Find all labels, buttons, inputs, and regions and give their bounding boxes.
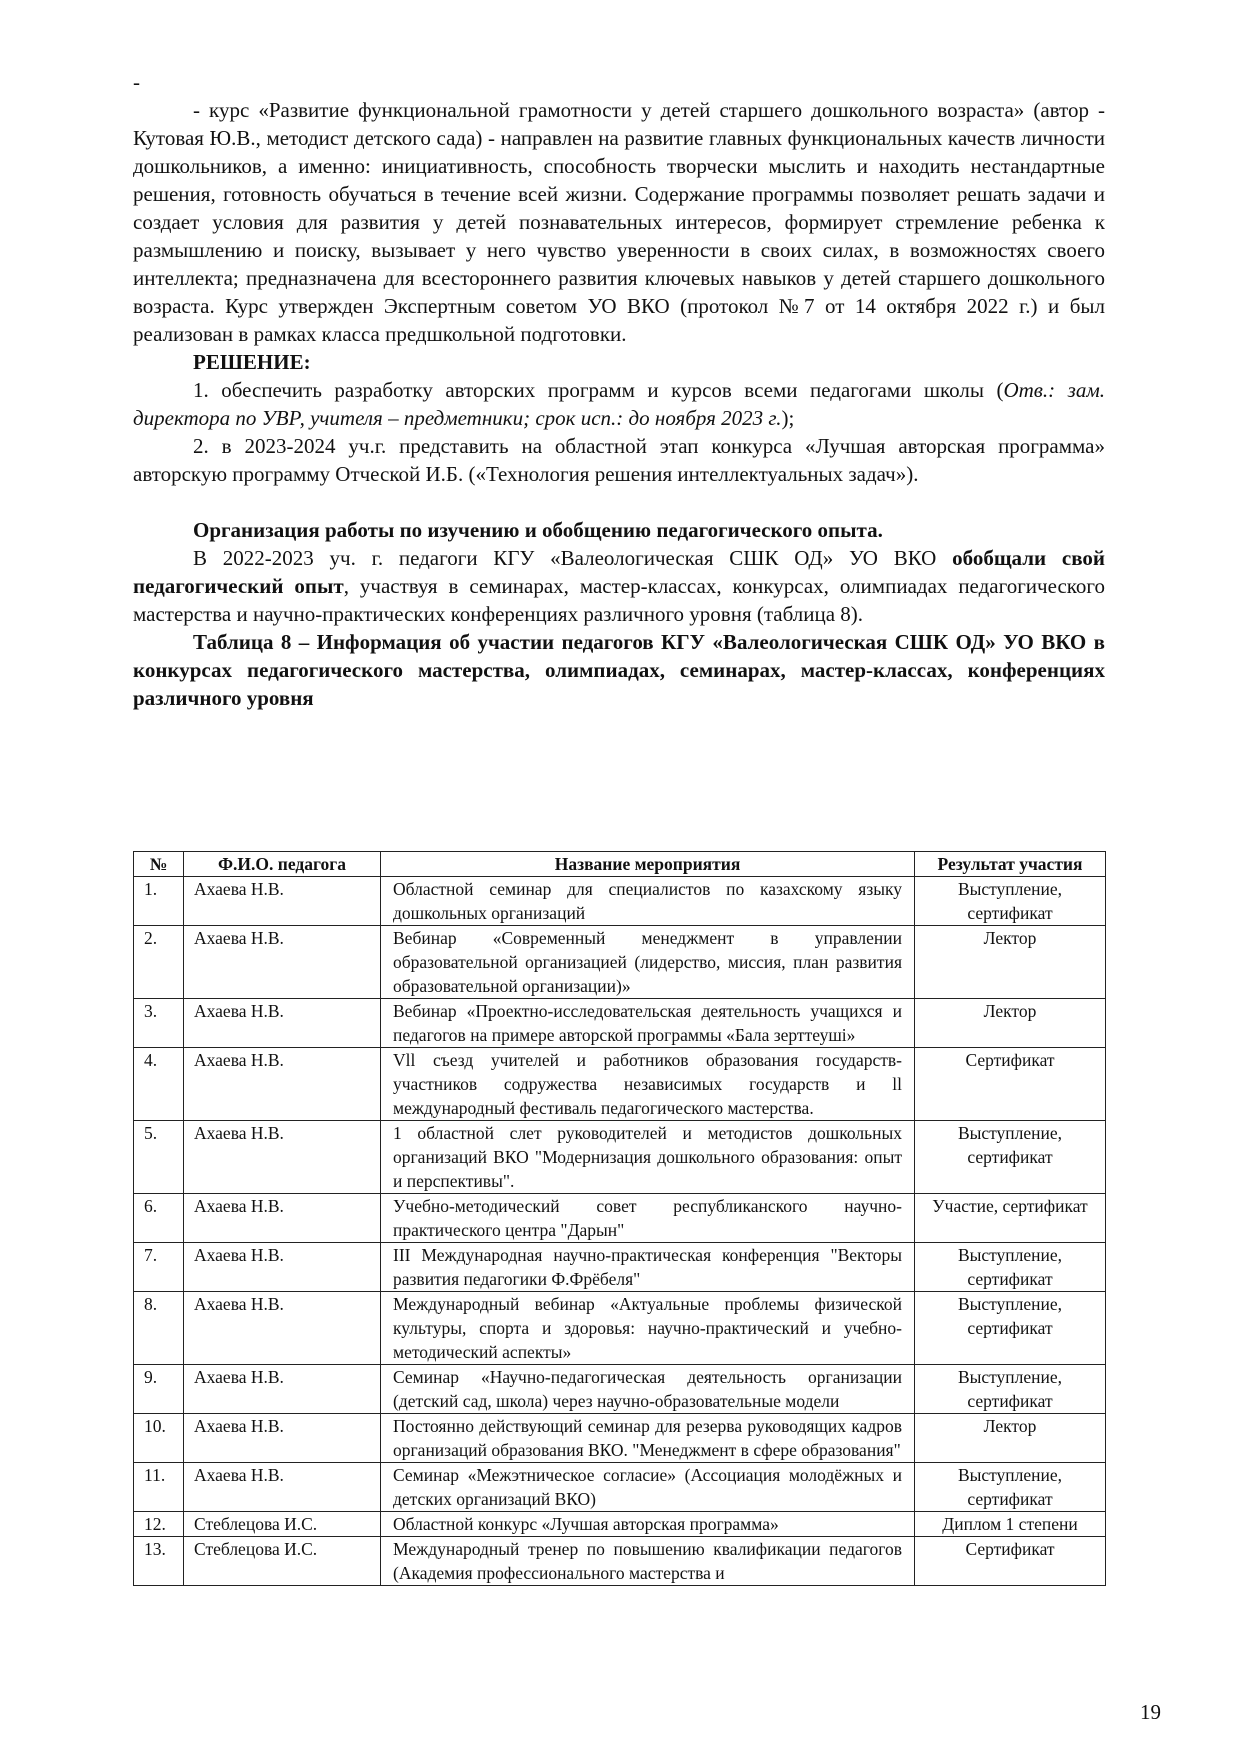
row-teacher: Ахаева Н.В. [184,1414,381,1463]
header-number: № [134,852,184,877]
row-teacher: Ахаева Н.В. [184,1365,381,1414]
row-number: 12. [134,1512,184,1537]
row-teacher: Ахаева Н.В. [184,1292,381,1365]
row-event: Постоянно действующий семинар для резерва руководящих кадров организаций образования ВКО. "Менеджмент в сфере образования" [381,1414,915,1463]
row-result: Лектор [915,926,1106,999]
resolution-item-2: 2. в 2023-2024 уч.г. представить на областной этап конкурса «Лучшая авторская программа» авторскую программу Отческой И.Б. («Технология решения интеллектуальных задач»). [133,434,1105,486]
row-number: 5. [134,1121,184,1194]
row-event: Семинар «Межэтническое согласие» (Ассоциация молодёжных и детских организаций ВКО) [381,1463,915,1512]
row-teacher: Ахаева Н.В. [184,1194,381,1243]
row-number: 2. [134,926,184,999]
table-row [134,1365,1106,1414]
table-row [134,1121,1106,1194]
row-number: 9. [134,1365,184,1414]
row-result: Участие, сертификат [915,1194,1106,1243]
row-number: 7. [134,1243,184,1292]
table-row [134,1194,1106,1243]
row-teacher: Ахаева Н.В. [184,1463,381,1512]
participation-table [133,851,1106,1586]
resolution-item-1-end: ); [781,406,795,430]
row-event: Учебно-методический совет республиканского научно-практического центра "Дарын" [381,1194,915,1243]
row-event: 1 областной слет руководителей и методистов дошкольных организаций ВКО "Модернизация дошкольного образования: опыт и перспективы". [381,1121,915,1194]
row-event: Областной семинар для специалистов по казахскому языку дошкольных организаций [381,877,915,926]
row-teacher: Ахаева Н.В. [184,926,381,999]
row-number: 1. [134,877,184,926]
row-result: Сертификат [915,1048,1106,1121]
row-teacher: Ахаева Н.В. [184,1048,381,1121]
row-result: Выступление, сертификат [915,877,1106,926]
row-result: Лектор [915,999,1106,1048]
row-teacher: Ахаева Н.В. [184,877,381,926]
row-number: 11. [134,1463,184,1512]
row-event: Международный вебинар «Актуальные проблемы физической культуры, спорта и здоровья: научно-практический и учебно-методический аспекты» [381,1292,915,1365]
page-body [133,68,1105,712]
header-teacher: Ф.И.О. педагога [184,852,381,877]
row-teacher: Ахаева Н.В. [184,999,381,1048]
row-number: 4. [134,1048,184,1121]
row-teacher: Ахаева Н.В. [184,1243,381,1292]
table-row [134,1512,1106,1537]
row-number: 6. [134,1194,184,1243]
experience-text-b: , участвуя в семинарах, мастер-классах, конкурсах, олимпиадах педагогического мастерства и научно-практических конференциях различного уровня (таблица 8). [133,574,1105,626]
resolution-title: РЕШЕНИЕ: [193,350,311,374]
row-result: Лектор [915,1414,1106,1463]
table-row [134,877,1106,926]
course-paragraph: - курс «Развитие функциональной грамотности у детей старшего дошкольного возраста» (автор - Кутовая Ю.В., методист детского сада) - направлен на развитие главных функциональных качеств личности дошкольников, а именно: инициативность, способность творчески мыслить и находить нестандартные решения, готовность обучаться в течение всей жизни. Содержание программы позволяет решать задачи и создает условия для развития у детей познавательных интересов, формирует стремление ребенка к размышлению и поиску, вызывает у него чувство уверенности в своих силах, в возможностях своего интеллекта; предназначена для всестороннего развития ключевых навыков у детей старшего дошкольного возраста. Курс утвержден Экспертным советом УО ВКО (протокол №7 от 14 октября 2022 г.) и был реализован в рамках класса предшкольной подготовки. [133,98,1105,346]
row-event: Международный тренер по повышению квалификации педагогов (Академия профессионального мастерства и [381,1537,915,1586]
row-result: Выступление, сертификат [915,1463,1106,1512]
row-result: Выступление, сертификат [915,1243,1106,1292]
row-number: 8. [134,1292,184,1365]
experience-bold: обобщали свой педагогический опыт [133,546,1106,598]
row-number: 3. [134,999,184,1048]
row-result: Выступление, сертификат [915,1365,1106,1414]
row-number: 10. [134,1414,184,1463]
table-row [134,1048,1106,1121]
row-teacher: Стеблецова И.С. [184,1537,381,1586]
experience-paragraph [133,544,1105,628]
row-teacher: Ахаева Н.В. [184,1121,381,1194]
row-result: Сертификат [915,1537,1106,1586]
stray-dash: - [133,70,140,94]
table-row [134,1463,1106,1512]
row-event: Vll съезд учителей и работников образования государств-участников содружества независимых государств и ll международный фестиваль педагогического мастерства. [381,1048,915,1121]
table-caption: Таблица 8 – Информация об участии педагогов КГУ «Валеологическая СШК ОД» УО ВКО в конкурсах педагогического мастерства, олимпиадах, семинарах, мастер-классах, конференциях различного уровня [133,630,1105,710]
row-event: Вебинар «Современный менеджмент в управлении образовательной организацией (лидерство, миссия, план развития образовательной организации)» [381,926,915,999]
row-event: III Международная научно-практическая конференция "Векторы развития педагогики Ф.Фрёбеля" [381,1243,915,1292]
row-event: Вебинар «Проектно-исследовательская деятельность учащихся и педагогов на примере авторской программы «Бала зерттеуші» [381,999,915,1048]
resolution-item-1 [133,376,1105,432]
experience-text-a: В 2022-2023 уч. г. педагоги КГУ «Валеологическая СШК ОД» УО ВКО [193,546,953,570]
page-number: 19 [1140,1700,1161,1724]
header-result: Результат участия [915,852,1106,877]
table-row [134,1243,1106,1292]
table-row [134,1414,1106,1463]
resolution-item-1-responsible: Отв.: зам. директора по УВР, учителя – предметники; срок исп.: до ноября 2023 г. [133,378,1105,430]
row-result: Выступление, сертификат [915,1121,1106,1194]
table-header-row [134,852,1106,877]
table-row [134,1292,1106,1365]
row-event: Областной конкурс «Лучшая авторская программа» [381,1512,915,1537]
spacer [133,488,1105,516]
table-row [134,1537,1106,1586]
row-event: Семинар «Научно-педагогическая деятельность организации (детский сад, школа) через научно-образовательные модели [381,1365,915,1414]
table-row [134,999,1106,1048]
row-teacher: Стеблецова И.С. [184,1512,381,1537]
table-row [134,926,1106,999]
row-result: Диплом 1 степени [915,1512,1106,1537]
row-result: Выступление, сертификат [915,1292,1106,1365]
row-number: 13. [134,1537,184,1586]
header-event: Название мероприятия [381,852,915,877]
section-title: Организация работы по изучению и обобщению педагогического опыта. [193,518,883,542]
resolution-item-1-text: 1. обеспечить разработку авторских программ и курсов всеми педагогами школы ( [193,378,1004,402]
